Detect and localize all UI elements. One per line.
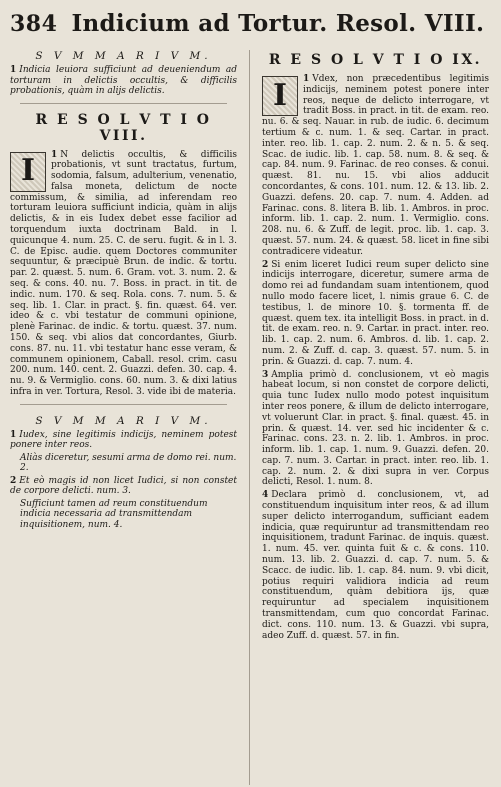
summary-item [10,476,237,497]
summary-block [10,415,237,531]
paragraph-number: 2 [261,259,269,270]
summary-text: Iudex, sine legitimis indicijs, neminem potest ponere inter reos. [10,429,238,451]
summary-number: 2 [10,475,17,486]
summary-item [20,453,237,474]
paragraph-text: Amplia primò d. conclusionem, vt eò magis habeat locum, si non constet de corpore delicti, quia tunc Iudex nullo modo potest inquisitum inter reos ponere, & illum de delicto interrogare, vt voluerunt Clar. in pract. §. final. quæst. 45. in prin. & quæst. 14. ver. sed hic incidenter & c. Farinac. cons. 23. n. 2. lib. 1. Ambros. in proc. inform. lib. 1. cap. 1. num. 9. Guazzi. defen. 20. cap. 7. num. 3. Cartar. in pract. inter. reo. lib. 1. cap. 2. num. 2. & dixi supra in ver. Corpus delicti, Resol. 1. num. 8. [261,369,489,488]
paragraph-number: 1 [51,149,58,160]
summary-number: 1 [10,429,17,440]
column-rule [249,50,250,785]
divider [20,404,227,405]
decorated-initial: I [10,152,46,192]
resolution-heading: R E S O L V T I O IX. [268,52,483,68]
paragraph-number: 4 [261,490,269,501]
left-column [10,48,237,785]
decorated-initial: I [262,76,298,116]
paragraph [262,74,489,258]
summary-item [10,430,237,451]
page-header [10,10,489,48]
paragraph-text: Declara primò d. conclusionem, vt, ad constituendum inquisitum inter reos, & ad illum super delicto interrogandum, sufficiant eadem indicia, quæ requiruntur ad transmittendam reo inquisitionem, tradunt Farinac. de inquis. quæst. 1. num. 45. ver. quinta fuit & c. & cons. 110. num. 13. lib. 2. Guazzi. d. cap. 7. num. 5. & Scacc. de iudic. lib. 1. cap. 84. num. 9. vbi dicit, potius requiri validiora indicia ad reum constituendum, quàm debitiora ijs, quæ requiruntur ad specialem inquisitionem transmittendam, cum quo concordat Farinac. dict. cons. 110. num. 13. & Guazzi. vbi supra, adeo Zuff. d. quæst. 57. in fin. [261,490,489,641]
page-number: 384 [10,11,58,37]
paragraph-text: Vdex, non præcedentibus legitimis indicijs, neminem potest ponere inter reos, neque de delicto interrogare, vt tradit Boss. in pract. in tit. de exam. reo. nu. 6. & seq. Nauar. in rub. de iudic. 6. decimum tertium & c. num. 1. & seq. Cartar. in pract. inter. reo. lib. 1. cap. 2. num. 2. & n. 5. & seq. Scac. de iudic. lib. 1. cap. 58. num. 8. & seq. & cap. 84. num. 9. Farinac. de reo conses. & conui. quæst. 81. nu. 15. vbi alios adducit concordantes, & cons. 101. num. 12. & 13. lib. 2. Guazzi. defens. 20. cap. 7. num. 4. Adden. ad Farinac. cons. 8. litera B. lib. 1. Ambros. in proc. inform. lib. 1. cap. 2. num. 1. Vermiglio. cons. 208. nu. 6. & Zuff. de legit. proc. lib. 1. cap. 3. quæst. 57. num. 24. & quæst. 58. licet in fine sibi contradicere videatur. [261,74,489,257]
body-text [10,150,237,398]
paragraph [262,490,489,641]
paragraph-text: N delictis occultis, & difficilis probationis, vt sunt tractatus, furtum, sodomia, falsum, adulterium, venenatio, falsa moneta, delictum de nocte commissum, & similia, ad inferendam reo torturam leuiora sufficiunt indicia, quàm in alijs delictis, & in eis Iudex debet esse facilior ad torquendum iuxta doctrinam Bald. in l. quicunque 4. num. 25. C. de seru. fugit. & in l. 3. C. de Episc. audie. quem Doctores communiter sequuntur, & præcipuè Brun. de indic. & tortu. par. 2. quæst. 5. num. 6. Gram. vot. 3. num. 2. & seq. & cons. 40. nu. 7. Boss. in pract. in tit. de indic. num. 170. & seq. Rola. cons. 7. num. 5. & seq. lib. 1. Clar. in pract. §. fin. quæst. 64. ver. ideo & c. vbi testatur de communi opinione, plenè Farinac. de indic. & tortu. quæst. 37. num. 150. & seq. vbi alios dat concordantes, Giurb. cons. 87. nu. 11. vbi testatur hanc esse veram, & communem opinionem, Caball. resol. crim. casu 200. num. 140. cent. 2. Guazzi. defen. 30. cap. 4. nu. 9. & Vermiglio. cons. 60. num. 3. & dixi latius infra in ver. Tortura, Resol. 3. vide ibi de materia. [10,149,238,398]
paragraph [262,370,489,489]
body-text [262,74,489,641]
paragraph-text: Si enim liceret Iudici reum super delicto sine indicijs interrogare, diceretur, sumere arma de domo rei ad fundandam suam intentionem, quod nullo modo facere licet, l. nimis graue 6. C. de testibus, l. de minore 10. §. tormenta ff. de quæst. quem tex. ita intelligit Boss. in pract. in d. tit. de exam. reo. n. 9. Cartar. in pract. inter. reo. lib. 1. cap. 2. num. 6. Ambros. d. lib. 1. cap. 2. num. 2. & Zuff. d. cap. 3. quæst. 57. num. 5. in prin. & Guazzi. d. cap. 7. num. 4. [261,259,489,367]
summary-item [20,499,237,531]
text-columns [10,48,489,785]
running-title: Indicium ad Tortur. Resol. VIII. [71,10,485,37]
right-column [262,48,489,785]
paragraph [262,260,489,368]
summary-heading: S V M M A R I V M. [35,50,212,62]
summary-number: 1 [10,65,17,75]
summary-text: Aliàs diceretur, sesumi arma de domo rei. num. 2. [20,452,237,474]
divider [20,103,227,104]
paragraph [10,150,237,398]
summary-text: Indicia leuiora sufficiunt ad deueniendum ad torturam in delictis occultis, & difficilis probationis, quàm in alijs delictis. [10,65,238,96]
paragraph-number: 1 [302,74,310,84]
summary-item [10,65,237,97]
summary-text: Et eò magis id non licet Iudici, si non constet de corpore delicti. num. 3. [10,475,238,497]
paragraph-number: 3 [261,369,269,380]
summary-text: Sufficiunt tamen ad reum constituendum indicia necessaria ad transmittendam inquisitionem, num. 4. [20,498,208,530]
summary-heading: S V M M A R I V M. [35,414,212,427]
resolution-heading: R E S O L V T I O VIII. [35,111,212,144]
